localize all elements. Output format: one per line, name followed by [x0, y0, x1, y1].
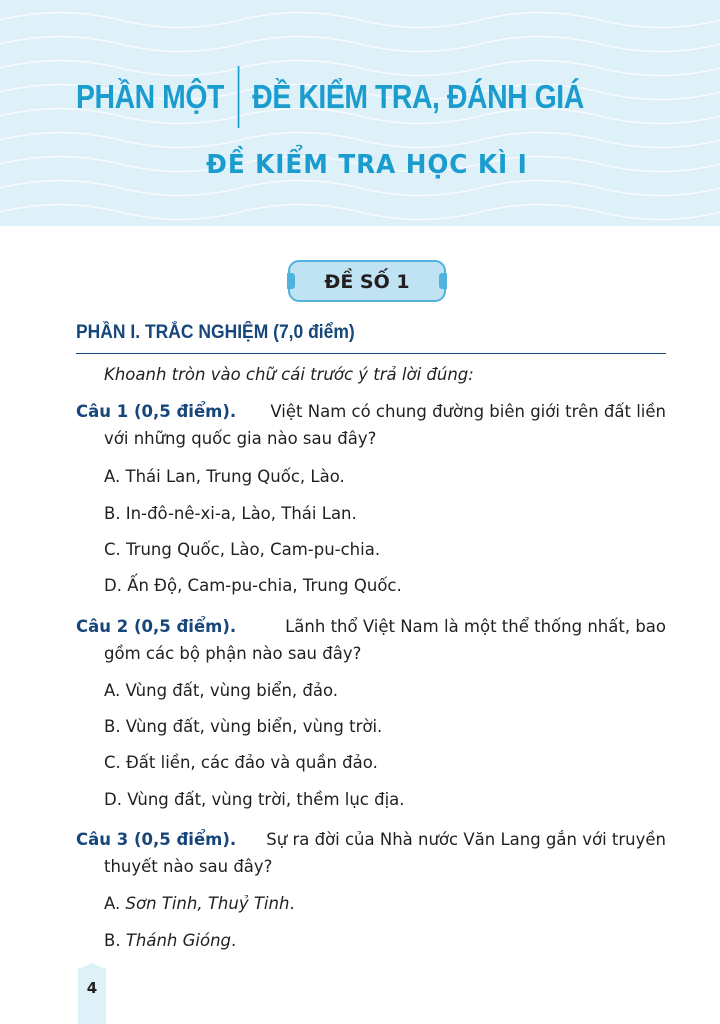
exam-number-label: ĐỀ SỐ 1	[324, 271, 410, 293]
question-1-option-d[interactable]: D. Ấn Độ, Cam-pu-chia, Trung Quốc.	[104, 576, 402, 595]
question-2-option-b[interactable]: B. Vùng đất, vùng biển, vùng trời.	[104, 717, 383, 736]
option-end: .	[289, 894, 295, 913]
option-letter: B.	[104, 931, 121, 950]
question-2-option-a[interactable]: A. Vùng đất, vùng biển, đảo.	[104, 681, 339, 700]
question-1-text-line2: với những quốc gia nào sau đây?	[104, 429, 377, 448]
part-title: ĐỀ KIỂM TRA, ĐÁNH GIÁ	[252, 78, 584, 115]
section-divider	[76, 353, 666, 354]
question-1-option-a[interactable]: A. Thái Lan, Trung Quốc, Lào.	[104, 467, 345, 486]
question-3-option-b[interactable]	[104, 930, 236, 952]
question-3-label: Câu 3 (0,5 điểm).	[76, 830, 237, 849]
question-1-text-line1: Việt Nam có chung đường biên giới trên đất liền	[270, 402, 666, 421]
question-2-text-line2: gồm các bộ phận nào sau đây?	[104, 644, 362, 663]
question-1-line1	[76, 401, 666, 423]
question-2-label: Câu 2 (0,5 điểm).	[76, 617, 237, 636]
exam-number-badge	[287, 259, 447, 303]
question-2-line1	[76, 616, 666, 638]
page-number: 4	[86, 979, 98, 997]
question-1-label: Câu 1 (0,5 điểm).	[76, 402, 237, 421]
question-1-option-c[interactable]: C. Trung Quốc, Lào, Cam-pu-chia.	[104, 540, 381, 559]
part-heading	[76, 66, 584, 128]
instruction-text: Khoanh tròn vào chữ cái trước ý trả lời đúng:	[104, 365, 474, 384]
option-text: Thánh Gióng	[125, 931, 232, 950]
part-divider	[238, 66, 240, 128]
question-3-line1	[76, 829, 666, 851]
question-3-text-line1: Sự ra đời của Nhà nước Văn Lang gắn với truyền	[266, 830, 666, 849]
option-letter: A.	[104, 894, 121, 913]
question-1-option-b[interactable]: B. In-đô-nê-xi-a, Lào, Thái Lan.	[104, 504, 357, 523]
option-text: Sơn Tinh, Thuỷ Tinh	[125, 894, 290, 913]
option-end: .	[231, 931, 237, 950]
chapter-subtitle: ĐỀ KIỂM TRA HỌC KÌ I	[206, 150, 528, 180]
question-2-text-line1: Lãnh thổ Việt Nam là một thể thống nhất, bao	[285, 617, 666, 636]
question-2-option-d[interactable]: D. Vùng đất, vùng trời, thềm lục địa.	[104, 790, 405, 809]
section-title: PHẦN I. TRẮC NGHIỆM (7,0 điểm)	[76, 322, 355, 343]
question-3-text-line2: thuyết nào sau đây?	[104, 857, 273, 876]
chapter-header	[0, 0, 720, 226]
part-label: PHẦN MỘT	[76, 78, 224, 115]
question-3-option-a[interactable]	[104, 893, 295, 915]
page-number-tab	[78, 963, 106, 1024]
question-2-option-c[interactable]: C. Đất liền, các đảo và quần đảo.	[104, 753, 378, 772]
